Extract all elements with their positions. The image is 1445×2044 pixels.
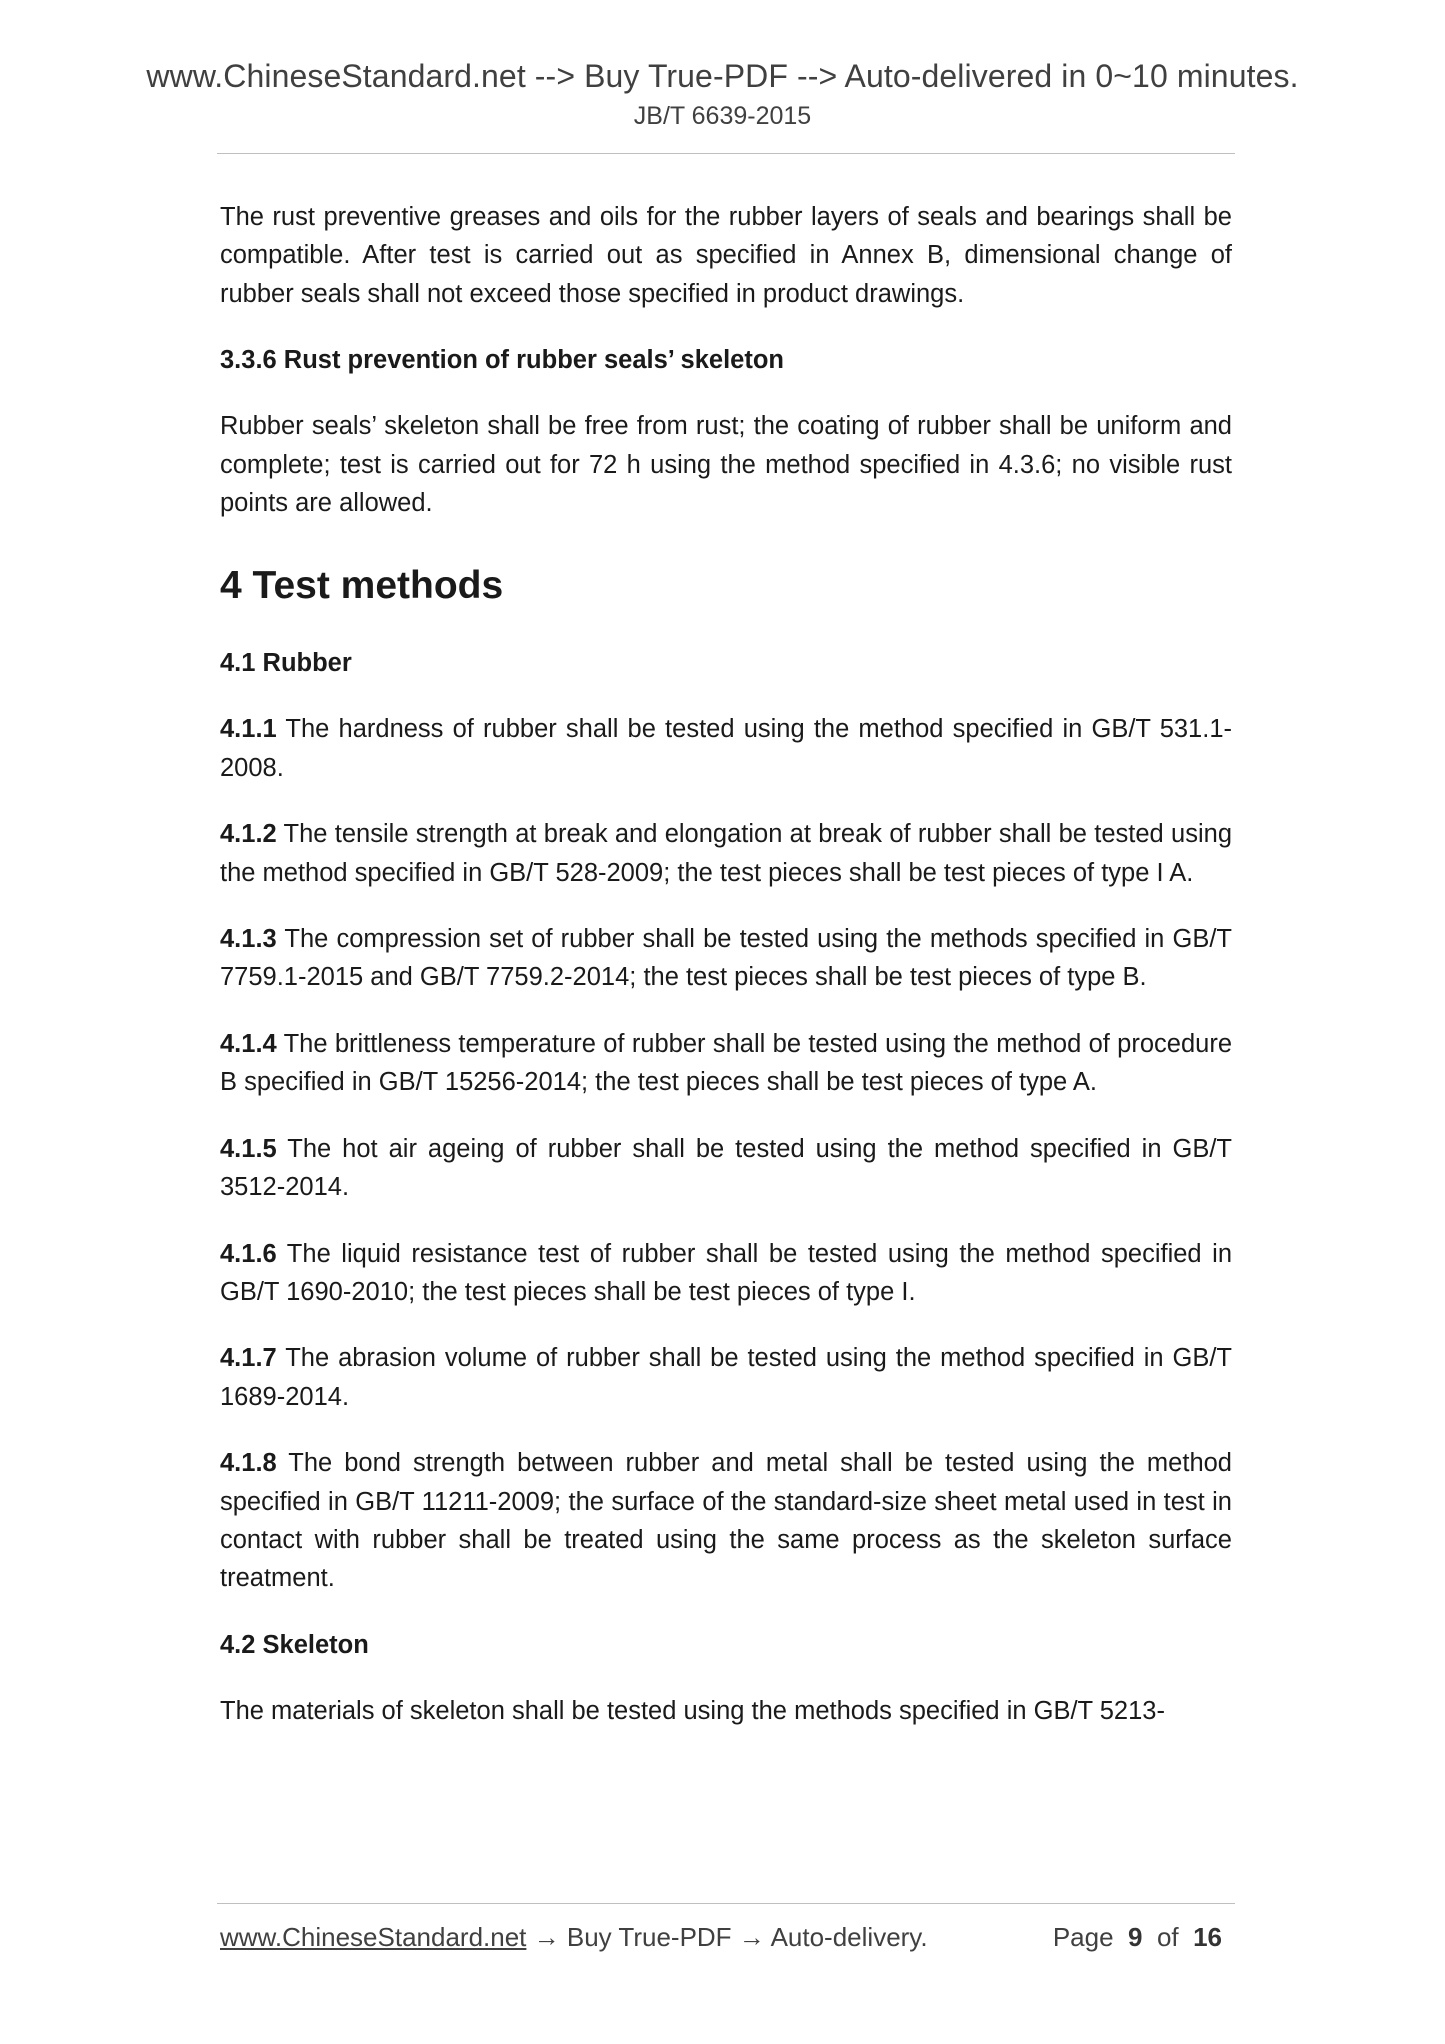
clause-text: The compression set of rubber shall be tested using the methods specified in GB/T 7759.1-2015 and GB/T 7759.2-2014; the test pieces shall be test pieces of type B. (220, 925, 1232, 992)
clause-text: The abrasion volume of rubber shall be tested using the method specified in GB/T 1689-2014. (220, 1344, 1232, 1411)
footer-tagline: → Buy True-PDF → Auto-delivery. (526, 1922, 928, 1952)
clause-4-1-3 (220, 920, 1232, 997)
clause-number: 4.1.5 (220, 1134, 277, 1163)
page-header (0, 56, 1445, 131)
clause-4-1-2 (220, 815, 1232, 892)
clause-4-1-7 (220, 1339, 1232, 1416)
clause-text: The brittleness temperature of rubber shall be tested using the method of procedure B specified in GB/T 15256-2014; the test pieces shall be test pieces of type A. (220, 1029, 1232, 1097)
header-divider (217, 153, 1235, 154)
intro-paragraph: The rust preventive greases and oils for the rubber layers of seals and bearings shall be compatible. After test is carried out as specified in Annex B, dimensional change of rubber seals shall not exceed those specified in product drawings. (220, 203, 1232, 308)
page-of: of (1156, 1922, 1179, 1952)
clause-text: The bond strength between rubber and metal shall be tested using the method specified in GB/T 11211-2009; the surface of the standard-size sheet metal used in test in contact with rubber shall be treated using the same process as the skeleton surface treatment. (220, 1449, 1232, 1593)
clause-text: The hot air ageing of rubber shall be tested using the method specified in GB/T 3512-2014. (220, 1134, 1232, 1202)
clause-number: 4.1.4 (220, 1029, 277, 1058)
clause-number: 4.1.2 (220, 820, 277, 849)
clause-4-1-4 (220, 1025, 1232, 1102)
clause-text: The tensile strength at break and elongation at break of rubber shall be tested using the method specified in GB/T 528-2009; the test pieces shall be test pieces of type I A. (220, 820, 1232, 887)
clause-number: 4.1.3 (220, 925, 277, 954)
clause-4-1-8 (220, 1444, 1232, 1598)
clause-number: 4.1.6 (220, 1239, 277, 1268)
chapter-title: 4 Test methods (220, 564, 504, 608)
clause-number: 4.1.7 (220, 1344, 277, 1373)
clause-4-1-6 (220, 1235, 1232, 1312)
footer-divider (217, 1903, 1235, 1904)
section-heading-4-1: 4.1 Rubber (220, 649, 352, 678)
document-number: JB/T 6639-2015 (633, 102, 812, 130)
footer-left (220, 1917, 928, 1957)
clause-4-1-5 (220, 1130, 1232, 1207)
page-footer (220, 1917, 1232, 1957)
section-text-3-3-6: Rubber seals’ skeleton shall be free from rust; the coating of rubber shall be uniform and complete; test is carried out for 72 h using the method specified in 4.3.6; no visible rust points are allowed. (220, 412, 1232, 518)
footer-site-link[interactable]: www.ChineseStandard.net (220, 1922, 527, 1952)
page-label: Page (1052, 1922, 1114, 1952)
clause-number: 4.1.8 (220, 1449, 277, 1478)
clause-text: The hardness of rubber shall be tested using the method specified in GB/T 531.1-2008. (220, 715, 1232, 782)
header-banner: www.ChineseStandard.net --> Buy True-PDF --> Auto-delivered in 0~10 minutes. (146, 58, 1299, 94)
page-body (220, 198, 1232, 1758)
section-heading-4-2: 4.2 Skeleton (220, 1630, 369, 1659)
page-total: 16 (1193, 1922, 1222, 1952)
section-text-4-2: The materials of skeleton shall be tested using the methods specified in GB/T 5213- (220, 1696, 1165, 1725)
clause-4-1-1 (220, 710, 1232, 787)
page-current: 9 (1128, 1922, 1143, 1952)
clause-number: 4.1.1 (220, 715, 277, 744)
clause-text: The liquid resistance test of rubber shall be tested using the method specified in GB/T 1690-2010; the test pieces shall be test pieces of type I. (220, 1239, 1232, 1306)
page-indicator (1053, 1917, 1222, 1957)
section-heading-3-3-6: 3.3.6 Rust prevention of rubber seals’ skeleton (220, 346, 785, 375)
